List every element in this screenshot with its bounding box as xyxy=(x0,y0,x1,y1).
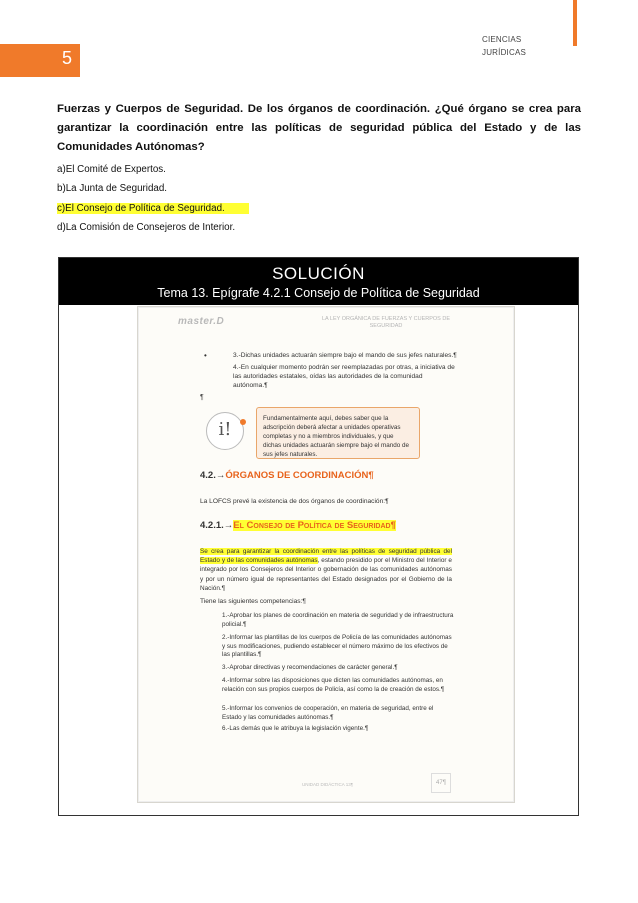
section-4-2-heading: 4.2.→ÓRGANOS DE COORDINACIÓN¶ xyxy=(200,470,374,481)
competencia-item: 5.-Informar los convenios de cooperación, en materia de seguridad, entre el Estado y las comunidades autónomas.¶ xyxy=(222,705,434,721)
excerpt-item-4: 4.-En cualquier momento podrán ser reemplazadas por otras, a iniciativa de las autoridades estatales, oídas las autoridades de la comunidad autónoma.¶ xyxy=(233,364,455,389)
category-label xyxy=(482,33,526,59)
competencia-item: 6.-Las demás que le atribuya la legislación vigente.¶ xyxy=(222,725,369,732)
section-paragraph: Se crea para garantizar la coordinación entre las políticas de seguridad pública del Estado y de las comunidades autónomas, estando presidido por el Ministro del Interior e integrado por los Consejeros del Interior o gobernación de las comunidades autónomas y por un número igual de representantes del Estado designados por el Gobierno de la Nación.¶ xyxy=(200,548,452,592)
info-exclamation-icon: i! xyxy=(206,412,244,450)
competencias-intro: Tiene las siguientes competencias:¶ xyxy=(200,598,306,605)
header-accent-bar xyxy=(573,0,577,46)
section-4-2-1-heading: 4.2.1.→El Consejo de Política de Seguridad¶ xyxy=(200,520,396,531)
excerpt-footer: UNIDAD DIDÁCTICA 13¶ xyxy=(302,782,354,787)
option-d: d)La Comisión de Consejeros de Interior. xyxy=(57,222,236,234)
option-a: a)El Comité de Expertos. xyxy=(57,164,166,175)
category-line-1: CIENCIAS xyxy=(482,35,522,44)
lofcs-text: La LOFCS prevé la existencia de dos órganos de coordinación:¶ xyxy=(200,498,389,505)
textbook-excerpt-image xyxy=(137,306,515,803)
solution-title: SOLUCIÓN xyxy=(272,264,365,283)
competencia-item: 3.-Aprobar directivas y recomendaciones de carácter general.¶ xyxy=(222,664,398,671)
info-callout: Fundamentalmente aquí, debes saber que la adscripción deberá afectar a unidades operativas completas y no a miembros individuales, y que dichas unidades actuarán siempre bajo el mando de sus jefes naturales. xyxy=(256,407,420,459)
competencia-item: 1.-Aprobar los planes de coordinación en materia de seguridad y de infraestructura policial.¶ xyxy=(222,612,454,628)
competencia-item: 2.-Informar las plantillas de los cuerpos de Policía de las comunidades autónomas y sus modificaciones, pudiendo establecer el número máximo de los efectivos de las plantillas.¶ xyxy=(222,634,452,659)
excerpt-item-3: 3.-Dichas unidades actuarán siempre bajo el mando de sus jefes naturales.¶ xyxy=(233,352,457,359)
page-number: 5 xyxy=(62,48,73,68)
category-line-2: JURÍDICAS xyxy=(482,48,527,57)
option-b: b)La Junta de Seguridad. xyxy=(57,183,168,195)
solution-subtitle: Tema 13. Epígrafe 4.2.1 Consejo de Política de Seguridad xyxy=(157,286,480,300)
master-d-logo: master.D xyxy=(178,316,225,327)
highlighted-sentence: Se crea para garantizar la coordinación entre las políticas de seguridad pública del Estado y de las comunidades autónomas xyxy=(200,548,452,565)
pilcrow-mark: ¶ xyxy=(200,394,204,401)
option-c-correct: c)El Consejo de Política de Seguridad. xyxy=(57,202,457,216)
solution-header xyxy=(59,258,578,305)
chapter-header: LA LEY ORGÁNICA DE FUERZAS Y CUERPOS DE SEGURIDAD xyxy=(321,316,451,329)
answer-options xyxy=(57,163,457,241)
competencia-item: 4.-Informar sobre las disposiciones que dicten las comunidades autónomas, en relación con sus propios cuerpos de Policía, así como la de creación de estos.¶ xyxy=(222,677,445,693)
bullet-marker: • xyxy=(204,351,207,360)
question-text: Fuerzas y Cuerpos de Seguridad. De los órganos de coordinación. ¿Qué órgano se crea para garantizar la coordinación entre las políticas de seguridad pública del Estado y de las Comunidades Autónomas? xyxy=(57,103,581,153)
excerpt-page-number: 47¶ xyxy=(431,773,451,793)
